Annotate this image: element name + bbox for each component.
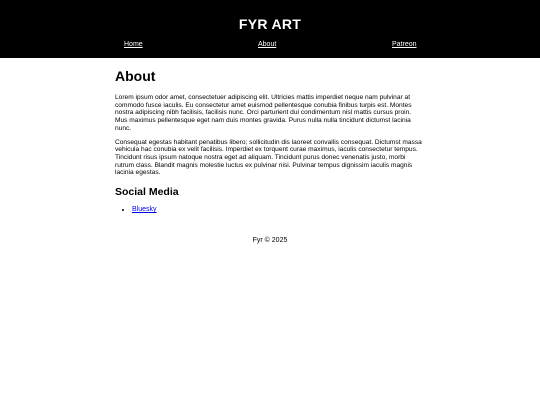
site-nav	[0, 41, 540, 53]
nav-link-home[interactable]: Home	[124, 41, 143, 48]
site-title: FYR ART	[238, 16, 302, 32]
footer-copyright: Fyr © 2025	[252, 237, 288, 244]
site-footer	[0, 236, 540, 245]
about-paragraph-1: Lorem ipsum odor amet, consectetuer adipiscing elit. Ultricies mattis imperdiet neque nam pulvinar at commodo fusce iaculis. Eu consectetur amet euismod pellentesque conubia finibus turpis est. Montes nostra adipiscing nibh facilisis, facilisis nunc. Orci parturient dui condimentum nisl mattis cursus proin. Mus maximus pellentesque eget nam duis montes gravida. Purus nulla nulla tincidunt dictumst lacinia nunc.	[115, 94, 412, 132]
main-content	[115, 68, 423, 214]
nav-link-about[interactable]: About	[258, 41, 277, 48]
social-media-heading: Social Media	[115, 186, 179, 199]
page-title: About	[115, 68, 156, 84]
site-header	[0, 0, 540, 58]
nav-link-patreon[interactable]: Patreon	[392, 41, 417, 48]
about-paragraph-2: Consequat egestas habitant penatibus libero; sollicitudin dis laoreet convallis consequat. Dictumst massa vehicula hac conubia ex velit facilisis. Imperdiet ex torquent curae maximus, iaculis consectetur tempus. Tincidunt risus ipsum natoque nostra eget ad aliquam. Tincidunt purus donec venenatis justo, morbi rutrum class. Blandit magnis molestie luctus ex pulvinar nisi. Pulvinar tempus dignissim iaculis magnis lacinia egestas.	[115, 138, 422, 177]
list-item	[132, 205, 423, 214]
bluesky-link[interactable]: Bluesky	[132, 206, 157, 214]
social-media-list	[115, 205, 423, 214]
